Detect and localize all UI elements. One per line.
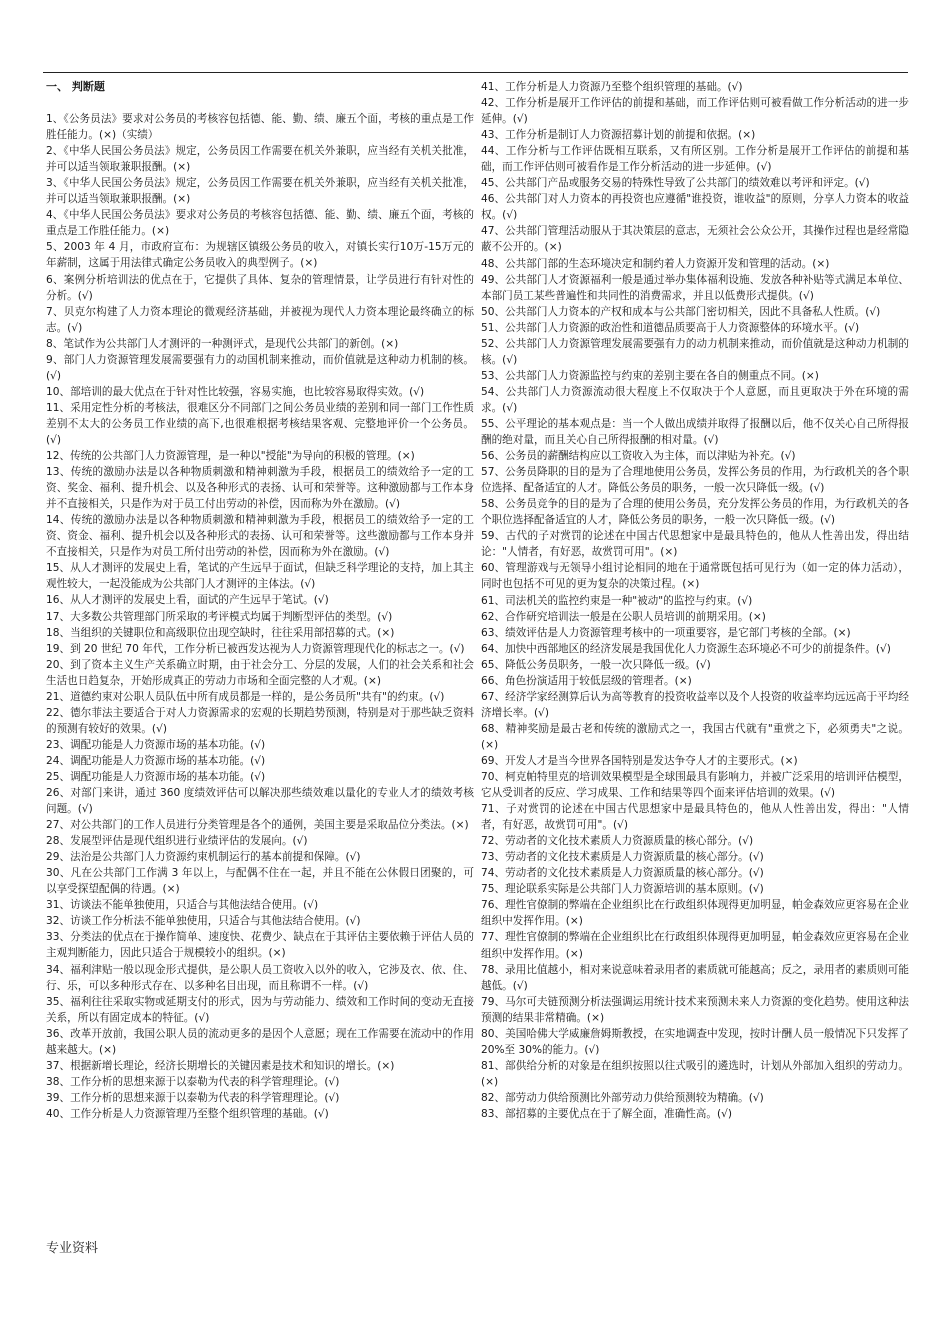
- question-item: 41、工作分析是人力资源乃至整个组织管理的基础。(√): [481, 81, 743, 93]
- question-item: 68、精神奖励是最古老和传统的激励式之一，我国古代就有"重赏之下，必须勇夫"之说。(×): [481, 722, 909, 751]
- question-item: 66、角色扮演适用于较低层级的管理者。(×): [481, 674, 692, 687]
- question-item: 39、工作分析的思想来源于以泰勒为代表的科学管理理论。(√): [46, 1091, 340, 1104]
- question-item: 11、采用定性分析的考核法，很难区分不同部门之间公务员业绩的差别和同一部门工作性质差别不太大的公务员工作业绩的高下,也很难根据考核结果客观、完整地评价一个公务员。(√): [46, 401, 474, 446]
- question-item: 19、到 20 世纪 70 年代，工作分析已被西发达视为人力资源管理现代化的标志之一。(√): [46, 642, 465, 655]
- question-item: 60、管理游戏与无领导小组讨论相同的地在于通常既包括可见行为（如一定的体力活动），同时也包括不可见的更为复杂的决策过程。(×): [481, 562, 909, 591]
- right-question-list: [481, 79, 909, 1122]
- question-item: 49、公共部门人才资源福利一般是通过举办集体福利设施、发放各种补贴等式满足本单位、本部门员工某些普遍性和共同性的消费需求，并且以低费形式提供。(√): [481, 273, 909, 302]
- question-item: 65、降低公务员职务，一般一次只降低一级。(√): [481, 658, 711, 671]
- question-item: 54、公共部门人力资源流动很大程度上不仅取决于个人意愿，而且更取决于外在环境的需求。(√): [481, 385, 909, 414]
- question-item: 63、绩效评估是人力资源管理考核中的一项重要容，是它部门考核的全部。(×): [481, 626, 851, 639]
- question-item: 82、部劳动力供给预测比外部劳动力供给预测较为精确。(√): [481, 1091, 764, 1104]
- question-item: 71、子对赏罚的论述在中国古代思想家中是最具特色的，他从人性善出发，得出："人情者，有好恶，故赏罚可用"。(√): [481, 803, 909, 832]
- heading-spacer: [46, 95, 474, 111]
- page-footer: 专业资料: [46, 1241, 99, 1256]
- question-item: 13、传统的激励办法是以各种物质刺激和精神刺激为手段，根据员工的绩效给予一定的工资、奖金、福利、提升机会、以及各种形式的表扬、认可和荣誉等。这种激励都与工作本身并不直接相关，只是作为对于员工付出劳动的补偿，因而称为外在激励。(√): [46, 466, 474, 511]
- question-item: 38、工作分析的思想来源于以泰勒为代表的科学管理理论。(√): [46, 1075, 340, 1088]
- question-item: 4、《中华人民国公务员法》要求对公务员的考核容包括德、能、勤、绩、廉五个面，考核的重点是工作胜任能力。(×): [46, 209, 474, 238]
- question-item: 77、理性官僚制的弊端在企业组织比在行政组织体现得更加明显，帕金森效应更容易在企业组织中发挥作用。(×): [481, 931, 909, 960]
- question-item: 31、访谈法不能单独使用，只适合与其他法结合使用。(√): [46, 899, 319, 912]
- question-item: 47、公共部门管理活动服从于其决策层的意志，无须社会公众公开，其操作过程也是经常隐蔽不公开的。(×): [481, 225, 909, 254]
- question-item: 83、部招募的主要优点在于了解全面，准确性高。(√): [481, 1108, 732, 1120]
- question-item: 40、工作分析是人力资源管理乃至整个组织管理的基础。(√): [46, 1107, 329, 1120]
- question-item: 78、录用比值越小，相对来说意味着录用者的素质就可能越高；反之，录用者的素质则可能越低。(√): [481, 963, 909, 992]
- question-item: 57、公务员降职的目的是为了合理地使用公务员，发挥公务员的作用，为行政机关的各个职位选择、配备适宜的人才。降低公务员的职务，一般一次只降低一级。(√): [481, 466, 909, 495]
- question-item: 75、理论联系实际是公共部门人力资源培训的基本原则。(√): [481, 883, 764, 896]
- question-item: 5、2003 年 4 月，市政府宣布：为规辖区镇级公务员的收入，对镇长实行10万-15万元的年薪制，这属于用法律式确定公务员收入的典型例子。(×): [46, 241, 474, 270]
- question-item: 72、劳动者的文化技术素质人力资源质量的核心部分。(√): [481, 835, 754, 848]
- question-item: 26、对部门来讲，通过 360 度绩效评估可以解决那些绩效难以量化的专业人才的绩效考核问题。(√): [46, 787, 474, 816]
- question-item: 1、《公务员法》要求对公务员的考核容包括德、能、勤、绩、廉五个面，考核的重点是工作胜任能力。(×)（实绩）: [46, 113, 474, 142]
- question-item: 42、工作分析是展开工作评估的前提和基础，而工作评估则可被看做工作分析活动的进一步延伸。(√): [481, 97, 909, 126]
- question-item: 12、传统的公共部门人力资源管理，是一种以"授能"为导向的积极的管理。(×): [46, 450, 415, 463]
- question-item: 80、美国哈佛大学威廉詹姆斯教授，在实地调查中发现，按时计酬人员一般情况下只发挥了 20%至 30%的能力。(√): [481, 1027, 909, 1056]
- question-item: 69、开发人才是当今世界各国特别是发达争夺人才的主要形式。(×): [481, 754, 798, 767]
- question-item: 61、司法机关的监控约束是一种"被动"的监控与约束。(√): [481, 594, 753, 607]
- question-item: 33、分类法的优点在于操作简单、速度快、花费少、缺点在于其评估主要依赖于评估人员的主观判断能力，因此只适合于规模较小的组织。(×): [46, 931, 474, 960]
- question-item: 21、道德约束对公职人员队伍中所有成员都是一样的，是公务员所"共有"的约束。(√): [46, 690, 445, 703]
- header-rule: [43, 72, 908, 73]
- question-item: 58、公务员竞争的目的是为了合理的使用公务员，充分发挥公务员的作用，为行政机关的各个职位选择配备适宜的人才，降低公务员的职务，一般一次只降低一级。(√): [481, 498, 909, 527]
- question-item: 37、根据新增长理论，经济长期增长的关键因素是技术和知识的增长。(×): [46, 1059, 395, 1072]
- question-item: 79、马尔可夫链预测分析法强调运用统计技术来预测未来人力资源的变化趋势。使用这种法预测的结果非常精确。(×): [481, 995, 909, 1024]
- question-item: 36、改革开放前，我国公职人员的流动更多的是因个人意愿；现在工作需要在流动中的作用越来越大。(×): [46, 1027, 474, 1056]
- question-item: 2、《中华人民国公务员法》规定，公务员因工作需要在机关外兼职，应当经有关机关批准，并可以适当领取兼职报酬。(×): [46, 145, 474, 174]
- question-item: 17、大多数公共管理部门所采取的考评模式均属于判断型评估的类型。(√): [46, 610, 393, 623]
- question-item: 74、劳动者的文化技术素质是人力资源质量的核心部分。(√): [481, 867, 764, 880]
- question-item: 24、调配功能是人力资源市场的基本功能。(√): [46, 754, 266, 767]
- question-item: 35、福利往往采取实物或延期支付的形式，因为与劳动能力、绩效和工作时间的变动无直接关系，所以有固定成本的特征。(√): [46, 995, 474, 1024]
- question-item: 50、公共部门人力资本的产权和成本与公共部门密切相关，因此不具备私人性质。(√): [481, 305, 881, 318]
- question-item: 51、公共部门人力资源的政治性和道德品质要高于人力资源整体的环境水平。(√): [481, 321, 860, 334]
- question-item: 76、理性官僚制的弊端在企业组织比在行政组织体现得更加明显，帕金森效应更容易在企业组织中发挥作用。(×): [481, 899, 909, 928]
- question-item: 46、公共部门对人力资本的再投资也应遵循"谁投资，谁收益"的原则，分享人力资本的收益权。(√): [481, 193, 909, 222]
- question-item: 34、福利津贴一般以现金形式提供，是公职人员工资收入以外的收入，它涉及衣、依、住、行、乐，可以多种形式存在、以多种名目出现，而且称谓不一样。(√): [46, 963, 474, 992]
- question-item: 23、调配功能是人力资源市场的基本功能。(√): [46, 738, 266, 751]
- question-item: 32、访谈工作分析法不能单独使用，只适合与其他法结合使用。(√): [46, 915, 361, 928]
- question-item: 67、经济学家经测算后认为高等教育的投资收益率以及个人投资的收益率均远远高于平均经济增长率。(√): [481, 690, 909, 719]
- left-column: [46, 79, 474, 1122]
- right-column: [481, 79, 909, 1122]
- question-item: 14、传统的激励办法是以各种物质刺激和精神刺激为手段，根据员工的绩效给予一定的工资、资金、福利、提升机会以及各种形式的表扬、认可和荣誉等。这些激励都与工作本身并不直接相关，只是作为对员工所付出劳动的补偿，因而称为外在激励。(√): [46, 514, 474, 559]
- question-item: 43、工作分析是制订人力资源招募计划的前提和依据。(×): [481, 129, 756, 142]
- question-item: 27、对公共部门的工作人员进行分类管理是各个的通例，美国主要是采取品位分类法。(×): [46, 819, 469, 832]
- question-item: 70、柯克帕特里克的培训效果模型是全球围最具有影响力，并被广泛采用的培训评估模型，它从受训者的反应、学习成果、工作和结果等四个面来评估培训的效果。(√): [481, 771, 909, 800]
- question-item: 45、公共部门产品或服务交易的特殊性导致了公共部门的绩效难以考评和评定。(√): [481, 177, 870, 190]
- question-item: 64、加快中西部地区的经济发展是我国优化人力资源生态环境必不可少的前提条件。(√): [481, 642, 891, 655]
- question-item: 7、贝克尔构建了人力资本理论的微观经济基础，并被视为现代人力资本理论最终确立的标志。(√): [46, 305, 474, 334]
- question-item: 22、德尔菲法主要适合于对人力资源需求的宏观的长期趋势预测，特别是对于那些缺乏资料的预测有较好的效果。(√): [46, 706, 474, 735]
- question-item: 30、凡在公共部门工作满 3 年以上，与配偶不住在一起，并且不能在公休假日团聚的，可以享受探望配偶的待遇。(×): [46, 867, 474, 896]
- question-item: 18、当组织的关键职位和高级职位出现空缺时，往往采用部招募的式。(×): [46, 626, 395, 639]
- question-item: 29、法治是公共部门人力资源约束机制运行的基本前提和保障。(√): [46, 851, 361, 864]
- question-item: 25、调配功能是人力资源市场的基本功能。(√): [46, 770, 266, 783]
- question-item: 44、工作分析与工作评估既相互联系，又有所区别。工作分析是展开工作评估的前提和基础，而工作评估则可被看作是工作分析活动的进一步延伸。(√): [481, 145, 909, 174]
- question-item: 15、从人才测评的发展史上看，笔试的产生远早于面试，但缺乏科学理论的支持，加上其主观性较大，一起没能成为公共部门人才测评的主体法。(√): [46, 562, 474, 591]
- question-item: 16、从人才测评的发展史上看，面试的产生远早于笔试。(√): [46, 594, 329, 607]
- question-item: 28、发展型评估是现代组织进行业绩评估的发展向。(√): [46, 835, 308, 848]
- question-item: 62、合作研究培训法一般是在公职人员培训的前期采用。(×): [481, 610, 766, 623]
- question-item: 3、《中华人民国公务员法》规定，公务员因工作需要在机关外兼职，应当经有关机关批准，并可以适当领取兼职报酬。(×): [46, 177, 474, 206]
- question-item: 20、到了资本主义生产关系确立时期，由于社会分工、分层的发展，人们的社会关系和社会生活也日趋复杂，开始形成真正的劳动力市场和全面完整的人才观。(×): [46, 658, 474, 687]
- question-item: 81、部供给分析的对象是在组织按照以往式吸引的遴选时，计划从外部加入组织的劳动力。(×): [481, 1059, 909, 1088]
- question-item: 6、案例分析培训法的优点在于，它提供了具体、复杂的管理情景，让学员进行有针对性的分析。(√): [46, 273, 474, 302]
- question-item: 59、古代的子对赏罚的论述在中国古代思想家中是最具特色的，他从人性善出发，得出结论："人情者，有好恶，故赏罚可用"。(×): [481, 530, 909, 559]
- question-item: 9、部门人力资源管理发展需要强有力的动国机制来推动，而价值就是这种动力机制的核。(√): [46, 353, 474, 382]
- section-heading: 一、 判断题: [46, 80, 105, 93]
- question-item: 56、公务员的薪酬结构应以工资收入为主体，而以津贴为补充。(√): [481, 450, 796, 463]
- question-item: 8、笔试作为公共部门人才测评的一种测评式，是现代公共部门的新创。(×): [46, 337, 399, 350]
- question-item: 10、部培训的最大优点在于针对性比较强，容易实施，也比较容易取得实效。(√): [46, 385, 425, 398]
- question-item: 53、公共部门人力资源监控与约束的差别主要在各自的侧重点不同。(×): [481, 369, 819, 382]
- question-item: 73、劳动者的文化技术素质是人力资源质量的核心部分。(√): [481, 851, 764, 864]
- question-item: 48、公共部门部的生态环境决定和制约着人力资源开发和管理的活动。(×): [481, 257, 830, 270]
- question-item: 52、公共部门人力资源管理发展需要强有力的动力机制来推动，而价值就是这种动力机制的核。(√): [481, 337, 909, 366]
- question-item: 55、公平理论的基本观点是：当一个人做出成绩并取得了报酬以后，他不仅关心自己所得报酬的绝对量，而且关心自己所得报酬的相对量。(√): [481, 417, 909, 447]
- left-question-list: [46, 111, 474, 1122]
